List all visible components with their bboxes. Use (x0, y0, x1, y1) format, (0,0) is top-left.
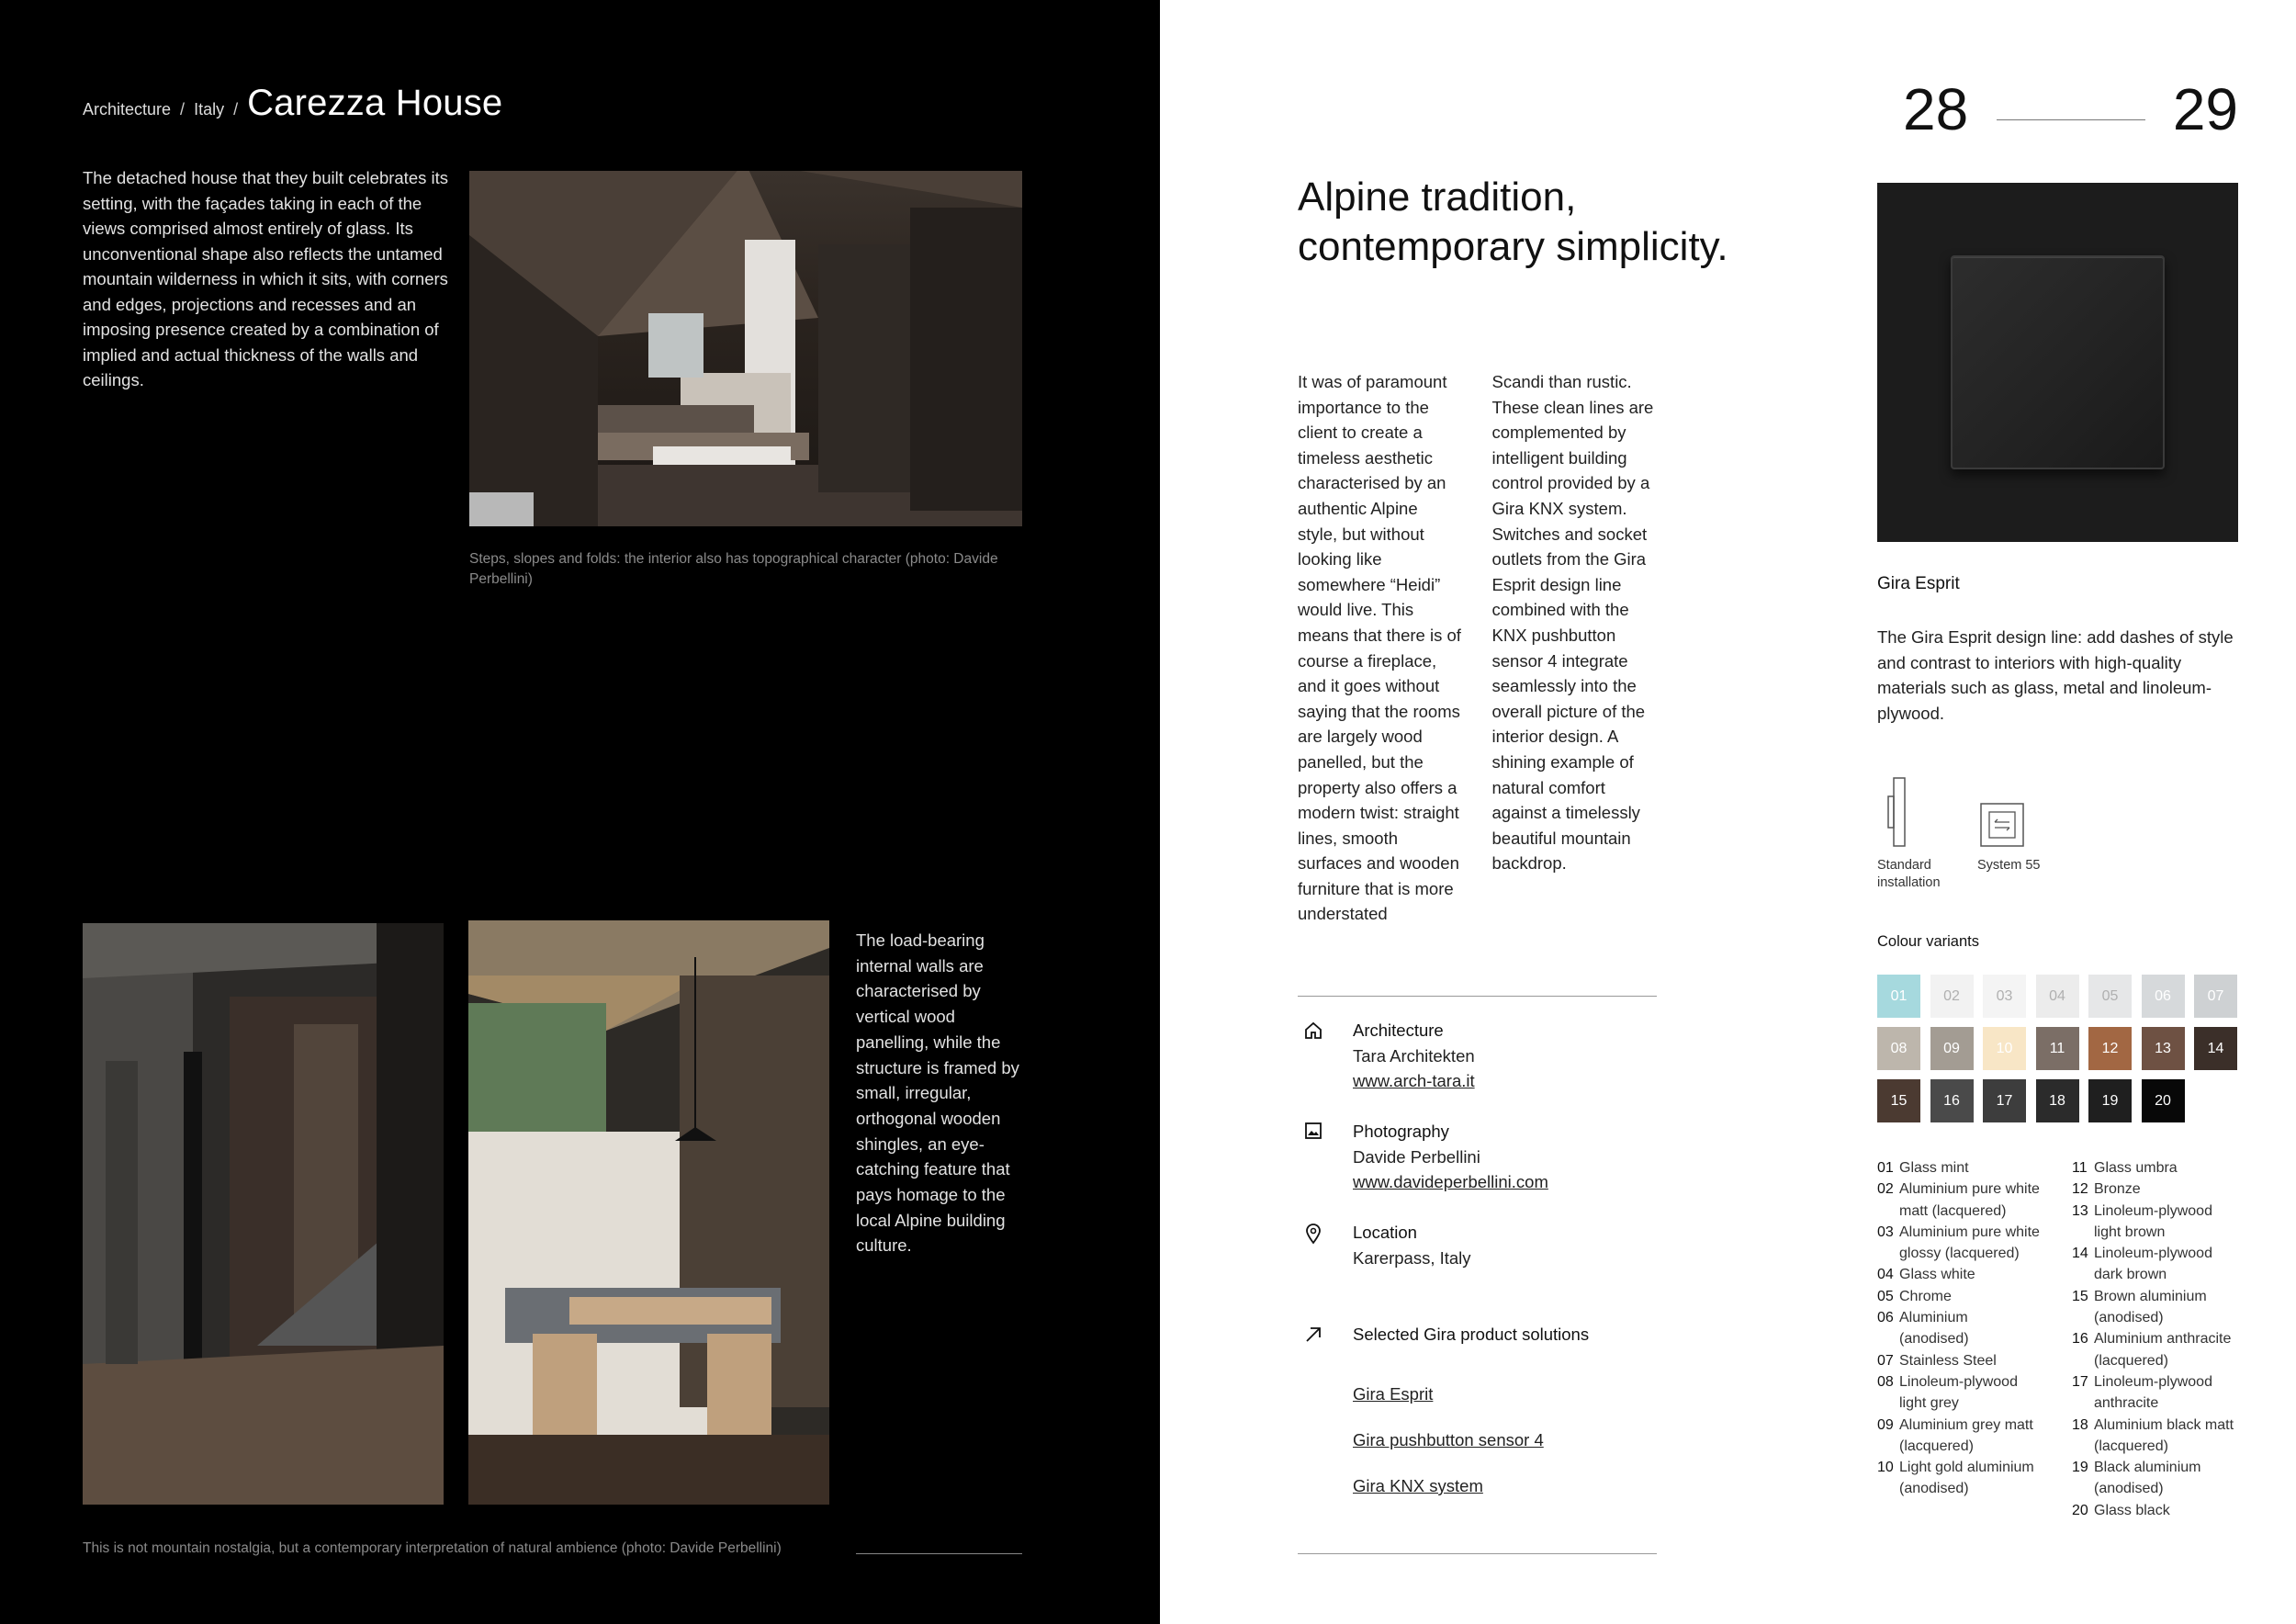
system-55-icon (1977, 776, 2069, 850)
colour-legend-item (2072, 1415, 2235, 1458)
colour-number: 06 (1877, 1310, 1894, 1326)
colour-number: 08 (1877, 1373, 1894, 1390)
colour-number: 07 (1877, 1352, 1894, 1369)
page-number-right: 29 (2172, 76, 2238, 142)
colour-swatch[interactable]: 15 (1877, 1079, 1920, 1122)
colour-swatch[interactable]: 18 (2036, 1079, 2079, 1122)
colour-legend-item (2072, 1243, 2235, 1286)
colour-legend-right (2072, 1157, 2235, 1521)
colour-swatch[interactable]: 06 (2142, 975, 2185, 1018)
colour-name: Glass white (1899, 1267, 1975, 1283)
photography-title: Photography (1353, 1122, 1449, 1141)
product-image (1877, 183, 2238, 542)
colour-legend-item (1877, 1264, 2041, 1285)
solution-link-knx-system[interactable]: Gira KNX system (1353, 1476, 1483, 1495)
colour-name: Aluminium anthracite (lacquered) (2094, 1331, 2232, 1369)
colour-swatch[interactable]: 09 (1930, 1027, 1974, 1070)
interior-photo-dining (468, 920, 829, 1505)
article-column-1: It was of paramount importance to the client to create a timeless aesthetic characterised by an authentic Alpine style, but without looking like somewhere “Heidi” would live. This means that there is of course a fireplace, and it goes without saying that the rooms are largely wood panelled, but the property also offers a modern twist: straight lines, smooth surfaces and wooden furniture that is more understated (1298, 372, 1461, 924)
colour-name: Light gold aluminium (anodised) (1899, 1460, 2034, 1497)
colour-number: 16 (2072, 1331, 2088, 1348)
colour-legend-item (1877, 1415, 2041, 1458)
colour-name: Linoleum-plywood light brown (2094, 1202, 2212, 1240)
colour-legend-item (2072, 1371, 2235, 1415)
colour-number: 09 (1877, 1416, 1894, 1433)
interior-photo-living (469, 171, 1022, 526)
colour-name: Linoleum-plywood light grey (1899, 1373, 2018, 1412)
side-text: The load-bearing internal walls are characterised by vertical wood panelling, while the structure is framed by small, irregular, orthogonal wooden shingles, an eye-catching feature that pays homage to the local Alpine building culture. (856, 930, 1019, 1256)
architect-name: Tara Architekten (1353, 1045, 1475, 1066)
house-icon (1298, 1018, 1329, 1043)
solution-link-list (1353, 1384, 1544, 1496)
colour-legend-left (1877, 1157, 2041, 1521)
colour-legend-item (2072, 1201, 2235, 1244)
colour-swatch[interactable]: 02 (1930, 975, 1974, 1018)
switch-plate (1951, 255, 2165, 469)
colour-swatch[interactable]: 05 (2088, 975, 2132, 1018)
colour-legend-item (2072, 1328, 2235, 1371)
colour-legend-item (1877, 1157, 2041, 1179)
colour-number: 01 (1877, 1160, 1894, 1176)
install-label-system55: System 55 (1977, 858, 2041, 873)
colour-swatch[interactable]: 13 (2142, 1027, 2185, 1070)
colour-swatch[interactable]: 17 (1983, 1079, 2026, 1122)
page-numbers (1903, 75, 2238, 143)
install-standard (1877, 776, 1960, 892)
solutions-info (1298, 1322, 1589, 1348)
article-headline: Alpine tradition, contemporary simplicity. (1298, 175, 1728, 269)
colour-name: Chrome (1899, 1288, 1952, 1304)
colour-legend-item (2072, 1500, 2235, 1521)
product-title: Gira Esprit (1877, 574, 1960, 593)
photographer-link[interactable]: www.davideperbellini.com (1353, 1172, 1548, 1192)
architect-link[interactable]: www.arch-tara.it (1353, 1071, 1475, 1091)
colour-number: 04 (1877, 1267, 1894, 1283)
colour-number: 18 (2072, 1416, 2088, 1433)
interior-photo-staircase (83, 923, 444, 1505)
install-label-standard: Standard installation (1877, 858, 1941, 890)
colour-legend-item (1877, 1457, 2041, 1500)
colour-name: Black aluminium (anodised) (2094, 1460, 2201, 1497)
colour-number: 13 (2072, 1202, 2088, 1219)
colour-legend-item (1877, 1286, 2041, 1307)
colour-variants-title: Colour variants (1877, 933, 1979, 950)
colour-swatch[interactable]: 10 (1983, 1027, 2026, 1070)
solution-link-gira-esprit[interactable]: Gira Esprit (1353, 1384, 1434, 1404)
architecture-title: Architecture (1353, 1021, 1444, 1040)
install-system55 (1977, 776, 2069, 874)
solution-link-pushbutton-sensor[interactable]: Gira pushbutton sensor 4 (1353, 1430, 1544, 1449)
colour-swatch[interactable]: 01 (1877, 975, 1920, 1018)
colour-legend-item (2072, 1157, 2235, 1179)
colour-legend-item (1877, 1179, 2041, 1222)
colour-swatch[interactable]: 16 (1930, 1079, 1974, 1122)
colour-name: Aluminium black matt (lacquered) (2094, 1416, 2234, 1454)
breadcrumb-architecture[interactable]: Architecture (83, 100, 172, 118)
colour-name: Aluminium pure white glossy (lacquered) (1899, 1224, 2040, 1262)
colour-swatch[interactable]: 12 (2088, 1027, 2132, 1070)
location-info (1298, 1220, 1471, 1270)
colour-swatch[interactable]: 04 (2036, 975, 2079, 1018)
architecture-info (1298, 1018, 1475, 1094)
page-title: Carezza House (247, 83, 503, 123)
colour-name: Aluminium pure white matt (lacquered) (1899, 1181, 2040, 1219)
colour-number: 03 (1877, 1224, 1894, 1240)
colour-name: Aluminium grey matt (lacquered) (1899, 1416, 2033, 1454)
colour-name: Linoleum-plywood anthracite (2094, 1373, 2212, 1412)
location-value: Karerpass, Italy (1353, 1247, 1471, 1268)
location-pin-icon (1298, 1220, 1329, 1246)
colour-swatch[interactable]: 07 (2194, 975, 2237, 1018)
breadcrumb-separator: / (233, 100, 239, 118)
colour-number: 17 (2072, 1373, 2088, 1390)
colour-number: 12 (2072, 1181, 2088, 1198)
colour-name: Brown aluminium (anodised) (2094, 1288, 2207, 1326)
colour-swatch[interactable]: 11 (2036, 1027, 2079, 1070)
colour-number: 05 (1877, 1288, 1894, 1304)
intro-text: The detached house that they built celebrates its setting, with the façades taking in each of the views comprised almost entirely of glass. Its unconventional shape also reflects the untamed mountain wilderness in which it sits, with corners and edges, projections and recesses and an imposing presence created by a combination of implied and actual thickness of the walls and ceilings. (83, 168, 449, 389)
colour-legend-item (1877, 1222, 2041, 1265)
breadcrumb-separator: / (180, 100, 186, 118)
colour-swatch-grid (1877, 975, 2237, 1122)
colour-number: 10 (1877, 1460, 1894, 1476)
product-description: The Gira Esprit design line: add dashes of style and contrast to interiors with high-quality materials such as glass, metal and linoleum-plywood. (1877, 627, 2234, 723)
colour-name: Glass black (2094, 1502, 2170, 1518)
colour-number: 15 (2072, 1288, 2088, 1304)
colour-name: Stainless Steel (1899, 1352, 1997, 1369)
photo-caption-bottom: This is not mountain nostalgia, but a contemporary interpretation of natural ambience (photo: Davide Perbellini) (83, 1540, 782, 1556)
colour-swatch[interactable]: 19 (2088, 1079, 2132, 1122)
colour-name: Aluminium (anodised) (1899, 1310, 1969, 1348)
colour-legend-item (2072, 1179, 2235, 1200)
colour-legend-item (1877, 1307, 2041, 1350)
solutions-title: Selected Gira product solutions (1353, 1325, 1590, 1344)
arrow-up-right-icon (1298, 1322, 1329, 1348)
colour-number: 19 (2072, 1460, 2088, 1476)
colour-legend-item (2072, 1457, 2235, 1500)
page-number-left: 28 (1903, 76, 1969, 142)
colour-legend-item (1877, 1371, 2041, 1415)
colour-number: 02 (1877, 1181, 1894, 1198)
divider (1298, 996, 1657, 997)
breadcrumb-italy[interactable]: Italy (194, 100, 225, 118)
photography-info (1298, 1119, 1548, 1195)
divider (1997, 119, 2145, 120)
colour-legend-item (2072, 1286, 2235, 1329)
photo-caption-top: Steps, slopes and folds: the interior also has topographical character (photo: Davide Perbellini) (469, 551, 998, 587)
colour-swatch[interactable]: 14 (2194, 1027, 2237, 1070)
colour-number: 11 (2072, 1160, 2088, 1176)
colour-name: Bronze (2094, 1181, 2141, 1198)
colour-swatch[interactable]: 08 (1877, 1027, 1920, 1070)
photographer-name: Davide Perbellini (1353, 1146, 1480, 1167)
divider (1298, 1553, 1657, 1554)
colour-legend-item (1877, 1350, 2041, 1371)
article-body (1298, 369, 1656, 927)
breadcrumb (83, 83, 502, 124)
colour-name: Glass mint (1899, 1160, 1969, 1176)
divider (856, 1553, 1022, 1554)
colour-number: 20 (2072, 1502, 2088, 1518)
colour-name: Linoleum-plywood dark brown (2094, 1246, 2212, 1283)
standard-installation-icon (1877, 776, 1960, 850)
colour-name: Glass umbra (2094, 1160, 2178, 1176)
image-icon (1298, 1119, 1329, 1145)
colour-legend (1877, 1157, 2235, 1521)
article-column-2: Scandi than rustic. These clean lines are complemented by intelligent building control provided by a Gira KNX system. Switches and socket outlets from the Gira Esprit design line combined with the KNX pushbutton sensor 4 integrate seamlessly into the overall picture of the interior design. A shining example of natural comfort against a timelessly beautiful mountain backdrop. (1491, 372, 1654, 874)
colour-swatch[interactable]: 03 (1983, 975, 2026, 1018)
colour-swatch[interactable]: 20 (2142, 1079, 2185, 1122)
colour-number: 14 (2072, 1246, 2088, 1262)
location-title: Location (1353, 1223, 1417, 1242)
